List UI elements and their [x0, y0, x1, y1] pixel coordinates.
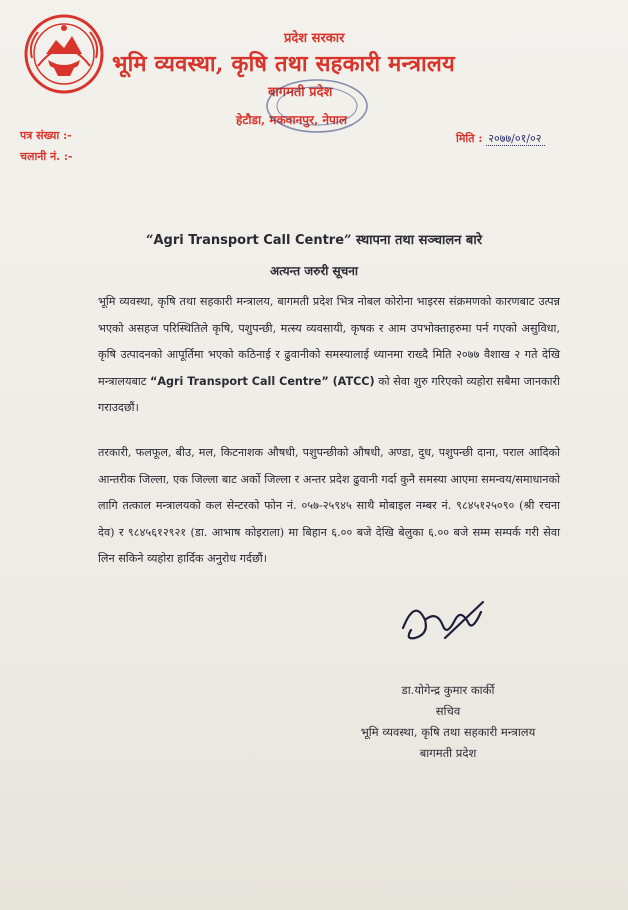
- date-value: २०७७/०१/०२: [486, 132, 545, 146]
- handwritten-signature: [385, 590, 495, 650]
- province-name: बागमती प्रदेश: [268, 85, 333, 100]
- para1-text-b: को सेवा शुरु गरिएको व्यहोरा सबैमा जानकारी गराउदछौं।: [98, 374, 560, 414]
- government-label: प्रदेश सरकार: [284, 31, 345, 46]
- subject-quote-open: “: [145, 233, 154, 248]
- subject-quote-close: ”: [344, 233, 352, 248]
- notice-title: अत्यन्त जरुरी सूचना: [269, 264, 359, 278]
- office-address: हेटौडा, मकवानपुर, नेपाल: [236, 113, 348, 127]
- body-paragraph-1: [98, 289, 560, 422]
- signatory-name: डा.योगेन्द्र कुमार कार्की: [401, 683, 495, 697]
- dispatch-number-label: चलानी नं. :-: [20, 150, 73, 163]
- letter-number-label: पत्र संख्या :-: [20, 129, 72, 142]
- date-field: [456, 131, 545, 146]
- nepal-government-emblem-icon: [24, 14, 104, 94]
- ministry-name: भूमि व्यवस्था, कृषि तथा सहकारी मन्त्रालय: [112, 51, 455, 77]
- signatory-designation: सचिव: [435, 704, 461, 718]
- body-paragraph-2: तरकारी, फलफूल, बीउ, मल, किटनाशक औषधी, पशुपन्छीको औषधी, अण्डा, दुध, पशुपन्छी दाना, पराल आदिको आन्तरीक जिल्ला, एक जिल्ला बाट अर्को जिल्ला र अन्तर प्रदेश ढुवानी गर्दा कुनै समस्या आएमा समन्वय/समाधानको लागि तत्काल मन्त्रालयको कल सेन्टरको फोन नं. ०५७-२५९४५ साथै मोबाइल नम्बर नं. ९८४५१२५०९० (श्री रचना देव) र ९८४५६१२९२१ (डा. आभाष कोइराला) मा बिहान ६.०० बजे देखि बेलुका ६.०० बजे सम्म सम्पर्क गरी सेवा लिन सकिने व्यहोरा हार्दिक अनुरोध गर्दछौं।: [98, 446, 560, 565]
- signatory-office: भूमि व्यवस्था, कृषि तथा सहकारी मन्त्रालय: [360, 725, 536, 739]
- office-stamp-icon: [262, 76, 372, 136]
- subject-line: [0, 230, 628, 248]
- para1-text-a: भूमि व्यवस्था, कृषि तथा सहकारी मन्त्रालय, बागमती प्रदेश भित्र नोबल कोरोना भाइरस संक्रमणको कारणबाट उत्पन्न भएको असहज परिस्थितिले कृषि, पशुपन्छी, मत्स्य व्यवसायी, कृषक र आम उपभोक्ताहरुमा पर्न गएको असुविधा, कृषि उत्पादनको आपूर्तिमा भएको कठिनाई र ढुवानीको समस्यालाई ध्यानमा राख्दै मिति २०७७ वैशाख २ गते देखि मन्त्रालयबाट: [98, 295, 560, 388]
- subject-english: Agri Transport Call Centre: [153, 233, 345, 248]
- date-label: मिति :: [456, 132, 483, 145]
- signatory-province: बागमती प्रदेश: [419, 746, 477, 760]
- subject-nepali: स्थापना तथा सञ्चालन बारे: [356, 233, 483, 248]
- para1-english: “Agri Transport Call Centre” (ATCC): [149, 374, 375, 388]
